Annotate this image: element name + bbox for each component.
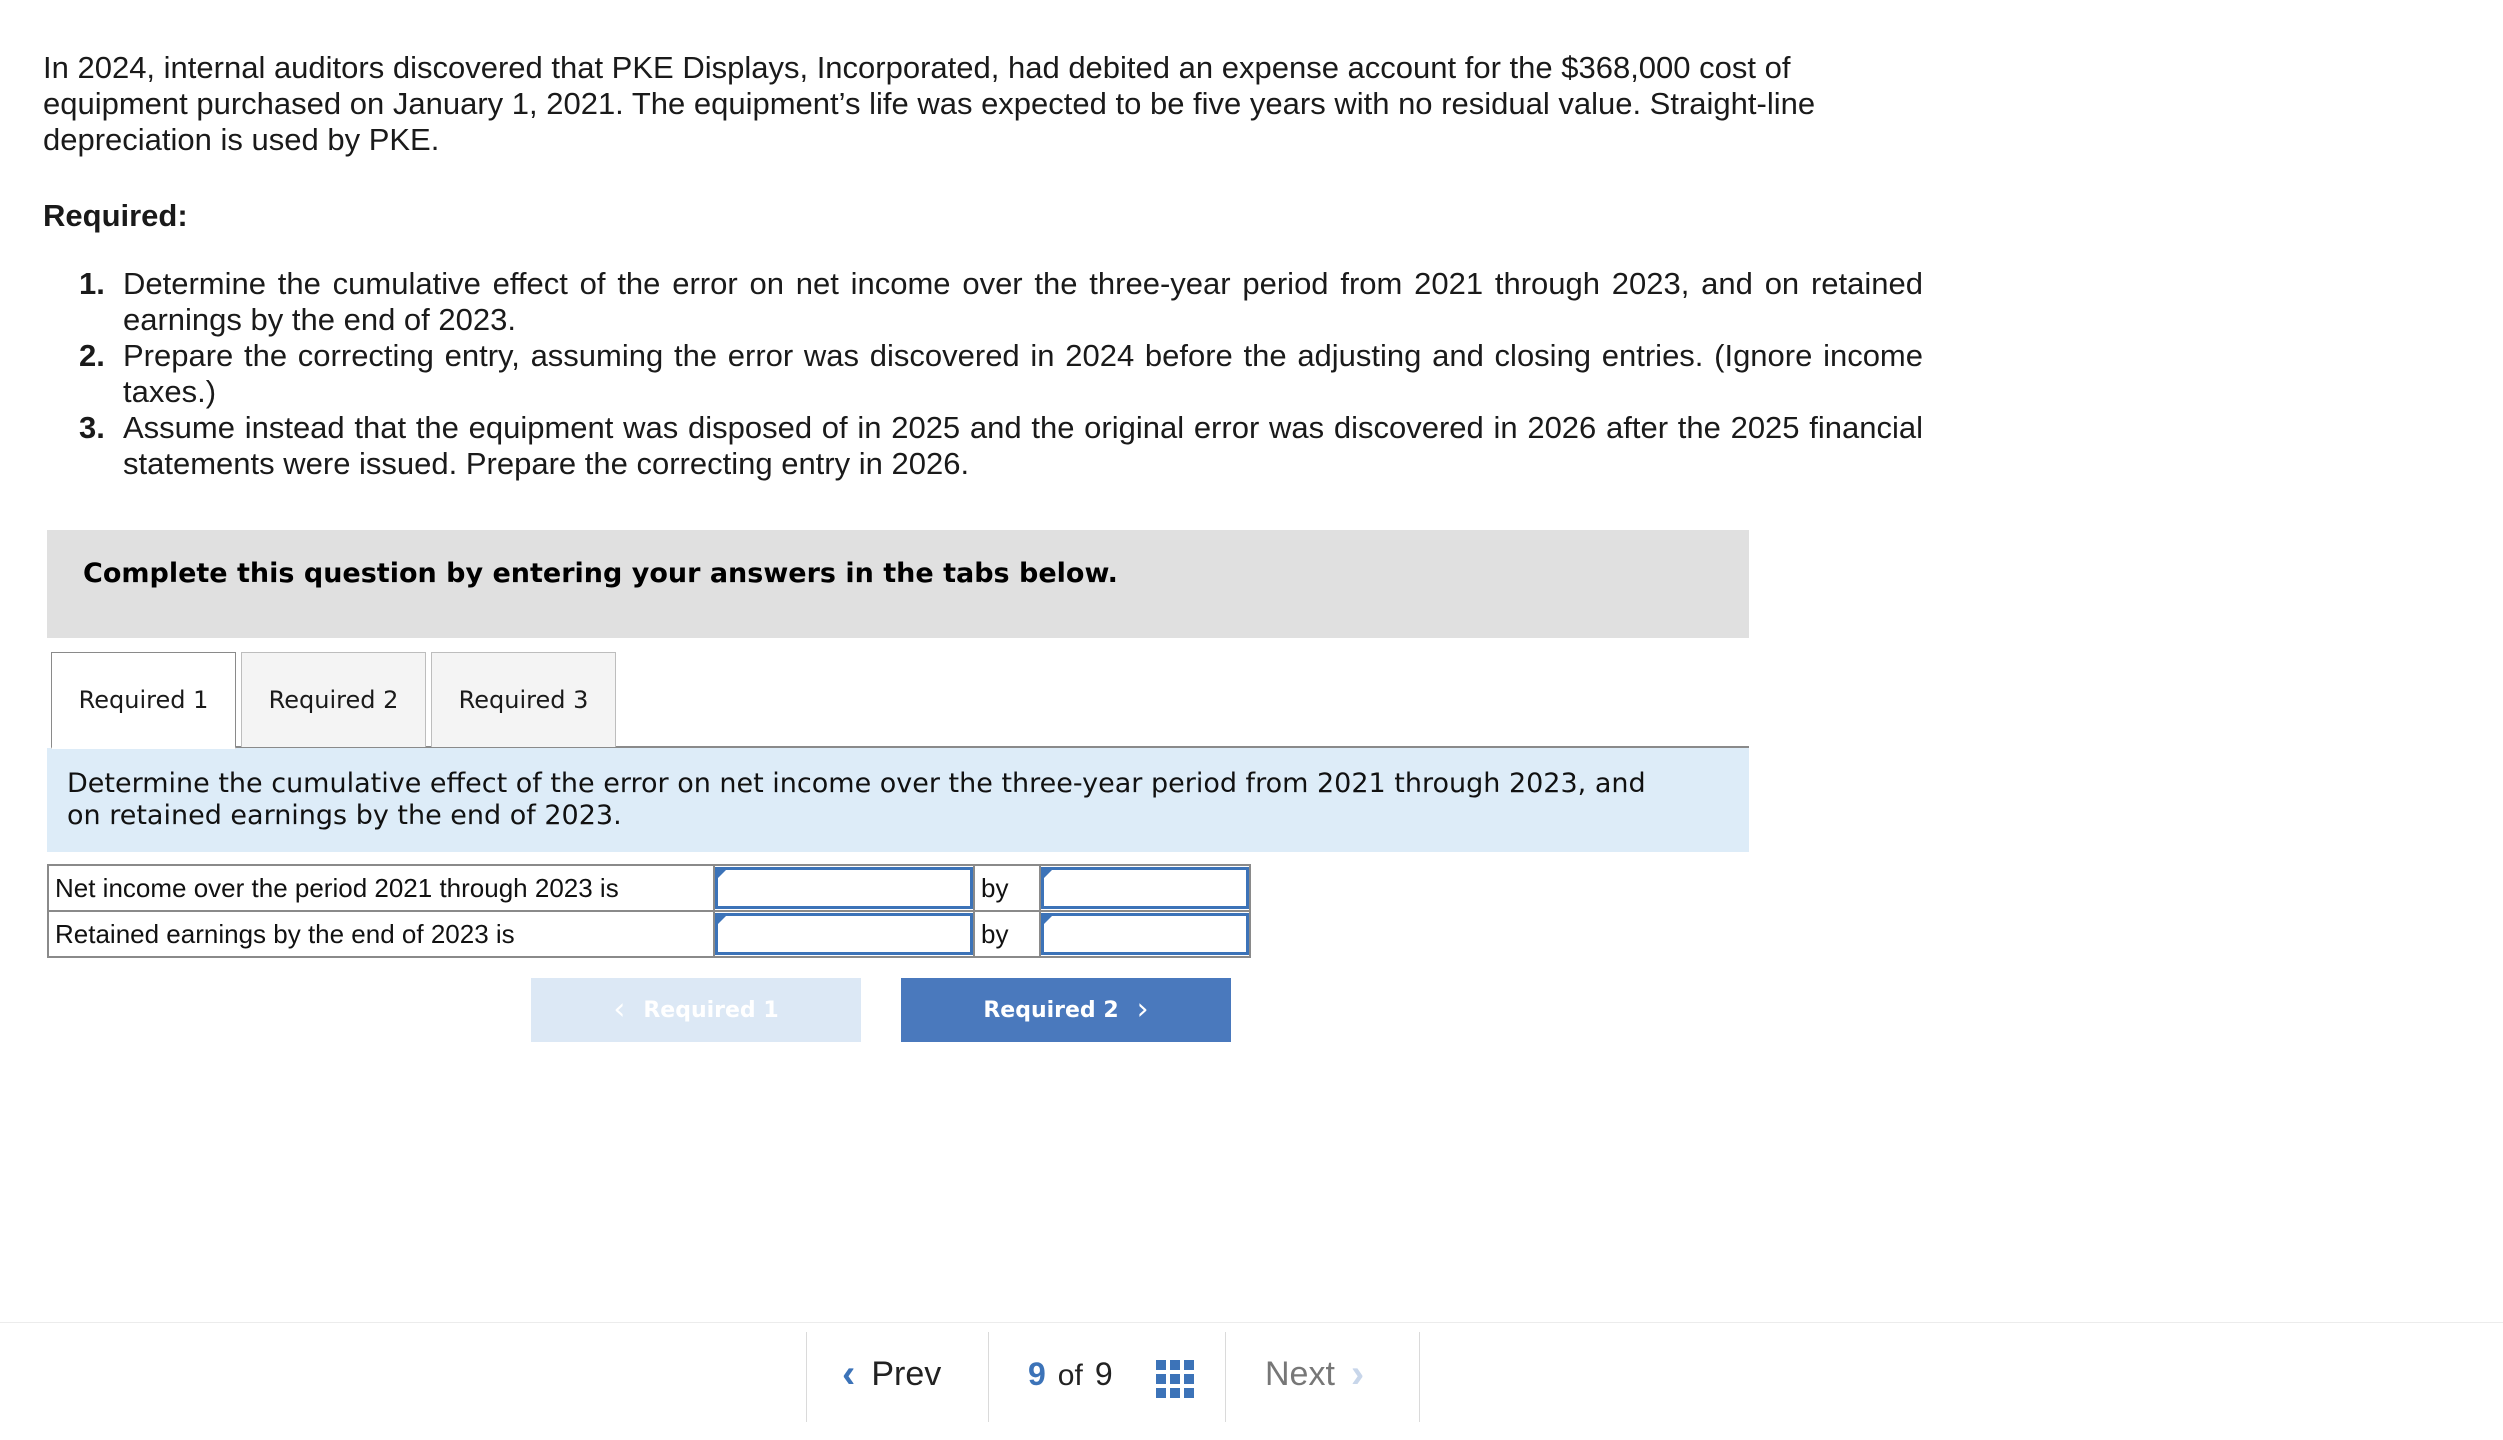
required-heading: Required: [43,198,188,233]
footer-separator [1225,1332,1226,1422]
by-label: by [974,911,1040,957]
retained-earnings-amount-input[interactable] [1041,913,1249,955]
next-tab-button[interactable] [901,978,1231,1042]
requirement-text: Assume instead that the equipment was disposed of in 2025 and the original error was discovered in 2026 after the 2025 financial statements were issued. Prepare the correcting entry in 2026. [123,410,1923,481]
next-tab-label: Required 2 [983,997,1119,1023]
footer-separator [988,1332,989,1422]
answer-table [47,864,1251,958]
instruction-text: Complete this question by entering your answers in the tabs below. [83,558,1118,589]
tab-required-1[interactable]: Required 1 [51,652,236,749]
grid-menu-icon[interactable] [1156,1360,1194,1398]
requirement-number: 3. [79,410,105,445]
page-of: of [1057,1359,1083,1392]
dropdown-marker-icon [716,913,729,926]
footer-divider [0,1322,2503,1323]
question-panel [47,748,1749,852]
tab-required-2[interactable]: Required 2 [241,652,426,747]
dropdown-marker-icon [1042,913,1055,926]
requirement-text: Prepare the correcting entry, assuming the error was discovered in 2024 before the adjusting and closing entries. (Ignore income taxes.) [123,338,1923,409]
requirement-number: 1. [79,266,105,301]
retained-earnings-effect-select[interactable] [715,913,973,955]
answer-cell [714,865,974,911]
answer-cell [1040,865,1250,911]
next-label: Next [1265,1354,1335,1393]
requirement-item [43,410,1923,482]
by-label: by [974,865,1040,911]
prev-question-link[interactable] [842,1354,941,1394]
footer-separator [1419,1332,1420,1422]
net-income-effect-select[interactable] [715,867,973,909]
row-label: Net income over the period 2021 through 2023 is [48,865,714,911]
instruction-banner [47,530,1749,638]
tab-bar [51,652,1749,748]
problem-intro: In 2024, internal auditors discovered that PKE Displays, Incorporated, had debited an expense account for the $368,000 cost of equipment purchased on January 1, 2021. The equipment’s life was expected to be five years with no residual value. Straight-line depreciation is used by PKE. [43,50,1816,157]
chevron-right-icon: › [1136,992,1149,1027]
dropdown-marker-icon [716,867,729,880]
question-text: Determine the cumulative effect of the error on net income over the three-year period from 2021 through 2023, and on retained earnings by the end of 2023. [67,768,1646,831]
requirement-text: Determine the cumulative effect of the error on net income over the three-year period from 2021 through 2023, and on retained earnings by the end of 2023. [123,266,1923,337]
answer-cell [714,911,974,957]
total-pages: 9 [1094,1356,1113,1392]
prev-tab-button[interactable] [531,978,861,1042]
chevron-left-icon: ‹ [613,992,626,1027]
row-label: Retained earnings by the end of 2023 is [48,911,714,957]
requirements-list [43,266,1923,482]
requirement-item [43,266,1923,338]
tab-required-3[interactable]: Required 3 [431,652,616,747]
current-page: 9 [1028,1356,1046,1392]
requirement-item [43,338,1923,410]
chevron-right-icon: › [1350,1352,1365,1396]
prev-tab-label: Required 1 [643,997,779,1023]
table-row [48,865,1250,911]
chevron-left-icon: ‹ [842,1352,856,1396]
page-indicator [1028,1356,1113,1393]
footer-separator [806,1332,807,1422]
next-question-link[interactable] [1265,1354,1364,1394]
net-income-amount-input[interactable] [1041,867,1249,909]
answer-cell [1040,911,1250,957]
dropdown-marker-icon [1042,867,1055,880]
requirement-number: 2. [79,338,105,373]
prev-label: Prev [871,1354,942,1393]
table-row [48,911,1250,957]
